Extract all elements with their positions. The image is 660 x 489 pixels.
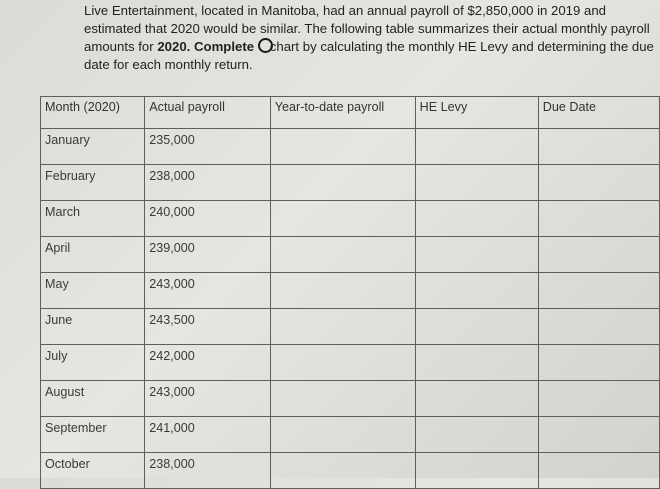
actual-payroll-cell: 238,000 bbox=[145, 165, 270, 201]
problem-year: 2020. bbox=[157, 39, 191, 54]
due-date-cell[interactable] bbox=[538, 453, 659, 489]
actual-payroll-cell: 239,000 bbox=[145, 237, 270, 273]
problem-complete: Complete bbox=[194, 39, 255, 54]
he-levy-cell[interactable] bbox=[415, 381, 538, 417]
ytd-payroll-cell[interactable] bbox=[270, 201, 415, 237]
problem-sentence-3: chart by calculating the monthly HE Levy and determining the due date for each monthly return. bbox=[84, 39, 654, 72]
ytd-payroll-cell[interactable] bbox=[270, 273, 415, 309]
due-date-cell[interactable] bbox=[538, 309, 659, 345]
actual-payroll-cell: 240,000 bbox=[145, 201, 270, 237]
month-cell: January bbox=[41, 129, 145, 165]
header-due-date: Due Date bbox=[538, 97, 659, 129]
ytd-payroll-cell[interactable] bbox=[270, 453, 415, 489]
due-date-cell[interactable] bbox=[538, 345, 659, 381]
month-cell: April bbox=[41, 237, 145, 273]
he-levy-cell[interactable] bbox=[415, 237, 538, 273]
header-he-levy: HE Levy bbox=[415, 97, 538, 129]
ytd-payroll-cell[interactable] bbox=[270, 129, 415, 165]
due-date-cell[interactable] bbox=[538, 273, 659, 309]
ytd-payroll-cell[interactable] bbox=[270, 381, 415, 417]
due-date-cell[interactable] bbox=[538, 237, 659, 273]
he-levy-cell[interactable] bbox=[415, 201, 538, 237]
month-cell: October bbox=[41, 453, 145, 489]
he-levy-cell[interactable] bbox=[415, 165, 538, 201]
due-date-cell[interactable] bbox=[538, 417, 659, 453]
actual-payroll-cell: 243,500 bbox=[145, 309, 270, 345]
table-row bbox=[41, 165, 660, 201]
payroll-table bbox=[40, 96, 660, 489]
header-actual-payroll: Actual payroll bbox=[145, 97, 270, 129]
actual-payroll-cell: 238,000 bbox=[145, 453, 270, 489]
month-cell: August bbox=[41, 381, 145, 417]
problem-statement bbox=[84, 2, 654, 74]
he-levy-cell[interactable] bbox=[415, 129, 538, 165]
actual-payroll-cell: 243,000 bbox=[145, 381, 270, 417]
table-row bbox=[41, 453, 660, 489]
he-levy-cell[interactable] bbox=[415, 453, 538, 489]
ytd-payroll-cell[interactable] bbox=[270, 309, 415, 345]
table-row bbox=[41, 309, 660, 345]
table-row bbox=[41, 237, 660, 273]
month-cell: February bbox=[41, 165, 145, 201]
table-row bbox=[41, 381, 660, 417]
table-row bbox=[41, 201, 660, 237]
table-row bbox=[41, 417, 660, 453]
he-levy-cell[interactable] bbox=[415, 345, 538, 381]
he-levy-cell[interactable] bbox=[415, 273, 538, 309]
due-date-cell[interactable] bbox=[538, 381, 659, 417]
table-header-row bbox=[41, 97, 660, 129]
actual-payroll-cell: 241,000 bbox=[145, 417, 270, 453]
header-ytd-payroll: Year-to-date payroll bbox=[270, 97, 415, 129]
actual-payroll-cell: 243,000 bbox=[145, 273, 270, 309]
ytd-payroll-cell[interactable] bbox=[270, 165, 415, 201]
due-date-cell[interactable] bbox=[538, 165, 659, 201]
month-cell: March bbox=[41, 201, 145, 237]
problem-sentence-1: Live Entertainment, located in Manitoba, had an annual payroll of $2,850,000 in 2019 and estimated that 2020 would be similar. bbox=[84, 3, 607, 36]
actual-payroll-cell: 242,000 bbox=[145, 345, 270, 381]
he-levy-cell[interactable] bbox=[415, 309, 538, 345]
due-date-cell[interactable] bbox=[538, 201, 659, 237]
table-row bbox=[41, 345, 660, 381]
he-levy-cell[interactable] bbox=[415, 417, 538, 453]
table-row bbox=[41, 273, 660, 309]
month-cell: June bbox=[41, 309, 145, 345]
month-cell: July bbox=[41, 345, 145, 381]
actual-payroll-cell: 235,000 bbox=[145, 129, 270, 165]
ytd-payroll-cell[interactable] bbox=[270, 417, 415, 453]
due-date-cell[interactable] bbox=[538, 129, 659, 165]
ytd-payroll-cell[interactable] bbox=[270, 345, 415, 381]
problem-sentence-2: The following table summarizes their actual monthly payroll amounts for bbox=[84, 21, 650, 54]
ytd-payroll-cell[interactable] bbox=[270, 237, 415, 273]
header-month: Month (2020) bbox=[41, 97, 145, 129]
month-cell: May bbox=[41, 273, 145, 309]
month-cell: September bbox=[41, 417, 145, 453]
table-row bbox=[41, 129, 660, 165]
